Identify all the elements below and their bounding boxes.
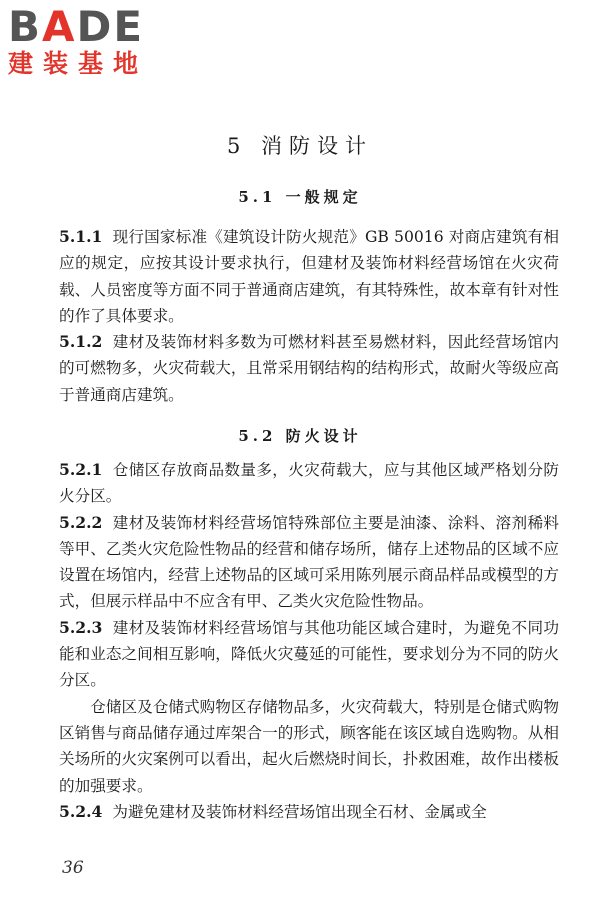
clause-text: 仓储区存放商品数量多，火灾荷载大，应与其他区域严格划分防火分区。 xyxy=(59,461,559,506)
clause-number: 5.2.2 xyxy=(59,512,103,532)
section-title-5-1: 5.1 一般规定 xyxy=(238,188,362,206)
clause-5-1-1 xyxy=(59,224,559,329)
clause-number: 5.1.1 xyxy=(59,227,103,246)
clause-text: 现行国家标准《建筑设计防火规范》GB 50016 对商店建筑有相应的规定，应按其设计要求执行，但建材及装饰材料经营场馆在火灾荷载、人员密度等方面不同于普通商店建筑，有其特殊性，故本章有针对性的作了具体要求。 xyxy=(59,228,559,325)
clause-number: 5.2.4 xyxy=(59,801,103,821)
clause-5-2-3-explanation xyxy=(59,694,559,799)
section-body-5-2 xyxy=(59,457,559,825)
logo-chinese-text: 建装基地 xyxy=(8,49,149,78)
clause-text: 建材及装饰材料经营场馆特殊部位主要是油漆、涂料、溶剂稀料等甲、乙类火灾危险性物品的经营和储存场所，储存上述物品的区域不应设置在场馆内，经营上述物品的区域可采用陈列展示商品样品或模型的方式，但展示样品中不应含有甲、乙类火灾危险性物品。 xyxy=(59,513,559,611)
clause-number: 5.2.1 xyxy=(59,460,103,479)
clause-text: 建材及装饰材料经营场馆与其他功能区域合建时，为避免不同功能和业态之间相互影响，降低火灾蔓延的可能性，要求划分为不同的防火分区。 xyxy=(59,618,559,690)
clause-text: 建材及装饰材料多数为可燃材料甚至易燃材料，因此经营场馆内的可燃物多，火灾荷载大，且常采用钢结构的结构形式，故耐火等级应高于普通商店建筑。 xyxy=(59,333,559,404)
clause-5-2-4 xyxy=(59,799,559,825)
clause-5-2-1 xyxy=(59,457,559,510)
clause-text: 仓储区及仓储式购物区存储物品多，火灾荷载大，特别是仓储式购物区销售与商品储存通过库架合一的形式，顾客能在该区域自选购物。从相关场所的火灾案例可以看出，起火后燃烧时间长，扑救困难，故作出楼板的加强要求。 xyxy=(59,697,559,795)
clause-5-1-2 xyxy=(59,329,559,408)
section-body-5-1 xyxy=(59,224,559,408)
clause-number: 5.2.3 xyxy=(59,617,103,637)
clause-number: 5.1.2 xyxy=(59,332,103,352)
chapter-title: 5 消防设计 xyxy=(226,134,374,158)
page-number: 36 xyxy=(62,858,84,878)
clause-text: 为避免建材及装饰材料经营场馆出现全石材、金属或全 xyxy=(112,802,487,821)
section-title-5-2: 5.2 防火设计 xyxy=(238,427,362,445)
site-logo xyxy=(8,4,178,80)
logo-wordmark: BADE xyxy=(8,2,145,51)
clause-5-2-2 xyxy=(59,510,559,615)
clause-5-2-3 xyxy=(59,615,559,694)
